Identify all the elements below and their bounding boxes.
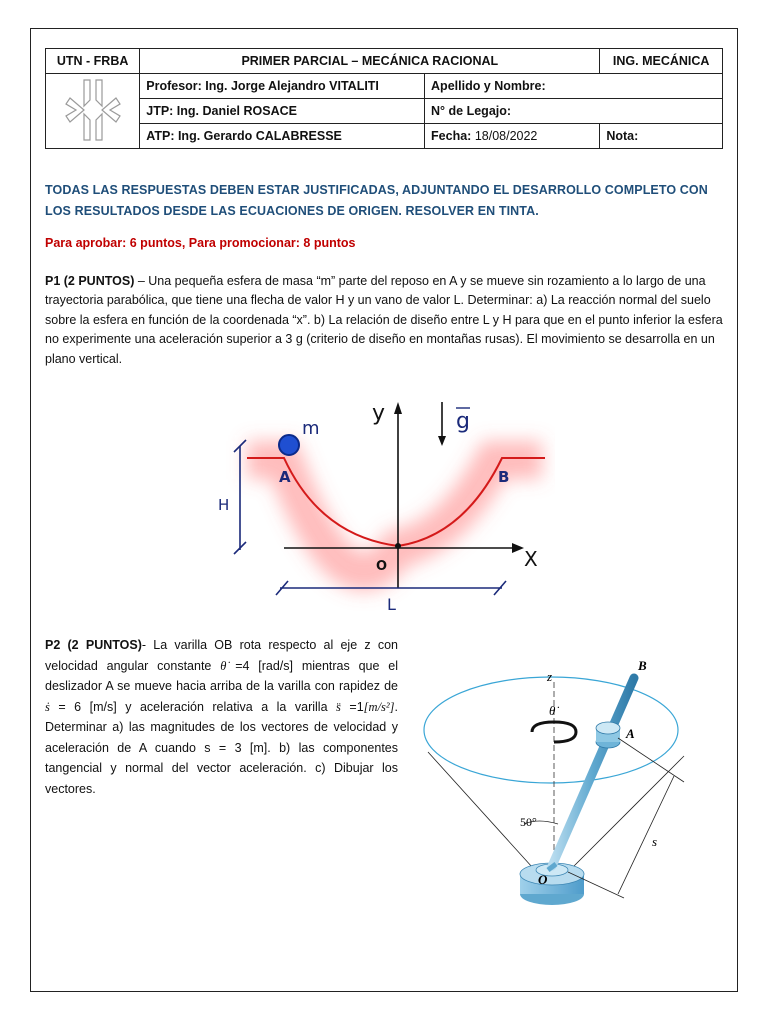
s-ext-top	[618, 738, 684, 782]
rotating-rod-figure	[408, 648, 716, 930]
jtp-cell: JTP: Ing. Daniel ROSACE	[140, 99, 425, 124]
legajo-field-cell: N° de Legajo:	[425, 99, 723, 124]
x-axis-arrow-icon	[512, 543, 524, 553]
problem-2-text: P2 (2 PUNTOS)- La varilla OB rota respecto al eje z con velocidad angular constante θ̇ =4 [rad/s] mientras que el deslizador A se mueve hacia arriba de la varilla con rapidez de ṡ = 6 [m/s] y aceleración relativa a la varilla s̈ =1[m/s²]. Determinar a) las magnitudes de los vectores de velocidad y aceleración de A cuando s = 3 [m]. b) las componentes tangencial y normal del vector aceleración. c) Dibujar los vectores.	[45, 638, 399, 796]
date-value: 18/08/2022	[474, 129, 538, 143]
units-symbol: [m/s²]	[363, 699, 395, 714]
utn-logo-icon	[62, 76, 124, 144]
label-a: A	[279, 468, 291, 486]
atp-cell: ATP: Ing. Gerardo CALABRESSE	[140, 124, 425, 149]
s-ddot-symbol: s̈	[336, 699, 341, 714]
label-rod-b: B	[638, 658, 647, 673]
label-g: g	[456, 409, 470, 434]
label-theta: θ̇	[549, 703, 556, 718]
name-field-cell: Apellido y Nombre:	[425, 74, 723, 99]
label-y: y	[372, 401, 386, 426]
label-b: B	[498, 468, 510, 486]
rod-ob	[552, 678, 634, 866]
label-slider-a: A	[626, 726, 635, 741]
label-s: s	[652, 834, 658, 849]
exam-header-table	[45, 48, 723, 149]
label-z: z	[547, 669, 553, 684]
label-angle: 50°	[520, 815, 537, 829]
problem-2-heading: P2 (2 PUNTOS)	[45, 638, 142, 652]
slider-a	[596, 722, 620, 748]
date-label: Fecha:	[431, 129, 472, 143]
theta-dot-symbol: θ̇	[220, 658, 227, 673]
label-o: O	[376, 559, 388, 574]
approval-criteria: Para aprobar: 6 puntos, Para promocionar: 8 puntos	[45, 236, 356, 250]
origin-point	[395, 543, 401, 549]
date-cell	[425, 124, 600, 149]
y-axis-arrow-icon	[394, 402, 402, 414]
rotation-ellipse	[424, 677, 678, 783]
gravity-arrow-head-icon	[438, 436, 446, 446]
career-cell: ING. MECÁNICA	[600, 49, 723, 74]
professor-cell: Profesor: Ing. Jorge Alejandro VITALITI	[140, 74, 425, 99]
institution-cell: UTN - FRBA	[46, 49, 140, 74]
instructions-notice: TODAS LAS RESPUESTAS DEBEN ESTAR JUSTIFICADAS, ADJUNTANDO EL DESARROLLO COMPLETO CON LOS RESULTADOS DESDE LAS ECUACIONES DE ORIGEN. RESOLVER EN TINTA.	[45, 183, 708, 218]
label-l: L	[387, 595, 396, 614]
label-origin: O	[538, 872, 548, 887]
problem-1-text	[45, 272, 725, 369]
grade-cell: Nota:	[600, 124, 723, 149]
s-dot-symbol: ṡ	[45, 699, 50, 714]
problem-1-body: – Una pequeña esfera de masa “m” parte del reposo en A y se mueve sin rozamiento a lo largo de una trayectoria parabólica, que tiene una flecha de valor H y un vano de valor L. Determinar: a) La reacción normal del suelo sobre la esfera en función de la coordenada “x”. b) La relación de diseño entre L y H para que en el punto inferior la esfera no experimente una aceleración superior a 3 g (criterio de diseño en montañas rusas). El movimiento se desarrolla en un plano vertical.	[45, 274, 723, 366]
parabola-figure	[212, 388, 555, 616]
exam-title-cell: PRIMER PARCIAL – MECÁNICA RACIONAL	[140, 49, 600, 74]
logo-cell	[46, 74, 140, 149]
mass-ball	[279, 435, 299, 455]
label-h: H	[218, 496, 230, 514]
label-x: X	[524, 547, 538, 571]
label-m: m	[302, 418, 320, 439]
problem-1-heading: P1 (2 PUNTOS)	[45, 274, 135, 288]
